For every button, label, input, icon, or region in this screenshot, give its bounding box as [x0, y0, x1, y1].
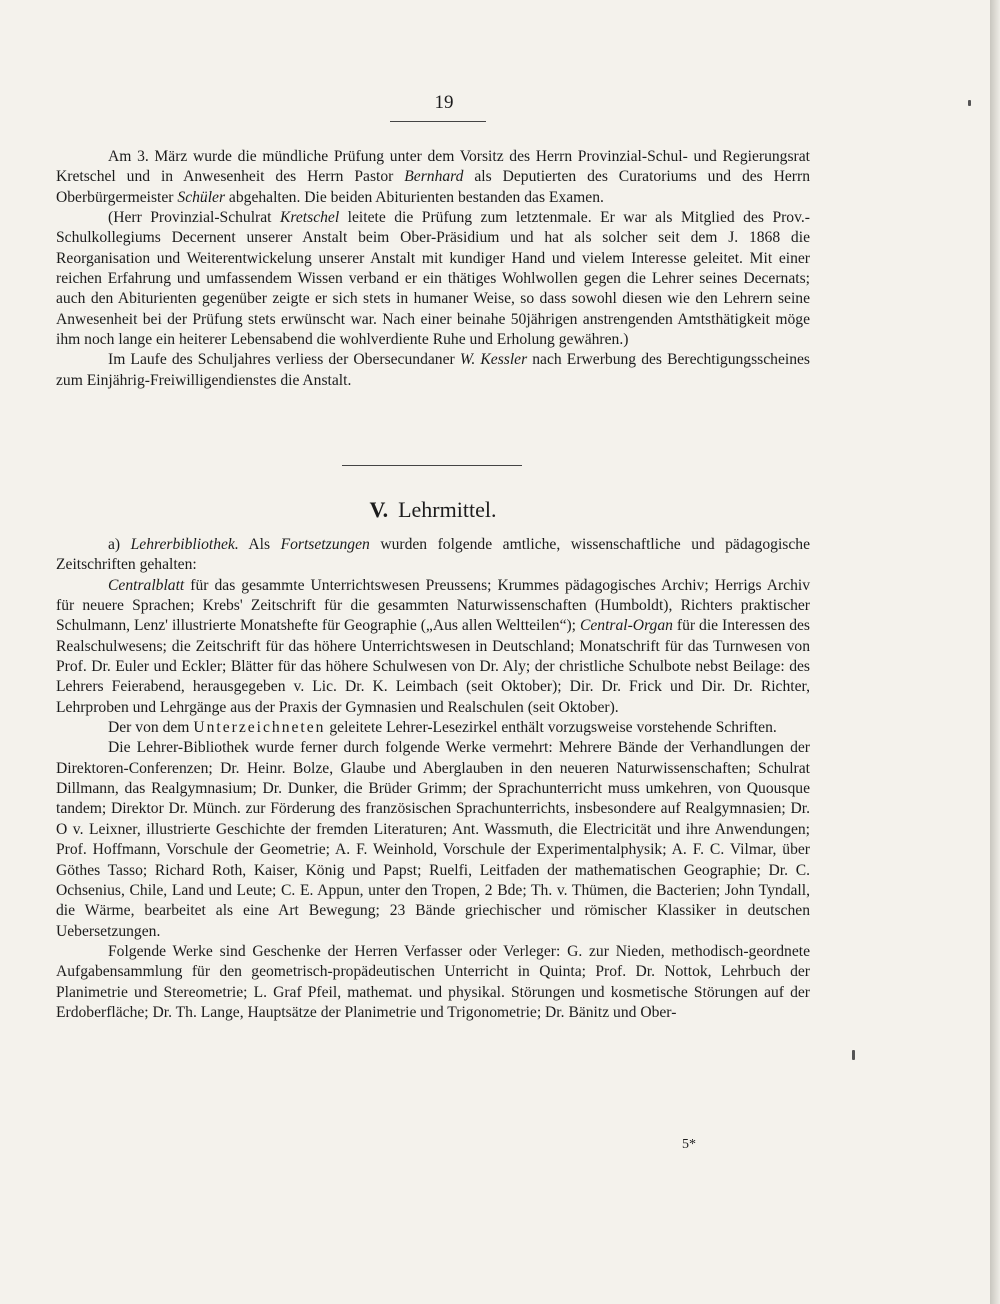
term-unterzeichneten: Unterzeichneten — [193, 719, 326, 737]
term-central-organ: Central-Organ — [579, 617, 673, 635]
paragraph-geschenke: Folgende Werke sind Geschenke der Herren Verfasser oder Verleger: G. zur Nieden, methodisch-geordnete Aufgabensammlung für den geometrisch-propädeutischen Unterricht in Quinta; Prof. Dr. Nottok, Lehrbuch der Planimetrie und Stereometrie; L. Graf Pfeil, mathemat. und physikal. Störungen und kosmetische Störungen auf der Erdoberfläche; Dr. Th. Lange, Hauptsätze der Planimetrie und Trigonometrie; Dr. Bänitz und Ober- — [56, 942, 810, 1021]
ink-speck — [852, 1050, 855, 1060]
page-number: 19 — [434, 92, 454, 113]
signature-mark: 5* — [682, 1137, 696, 1152]
name-schueler: Schüler — [177, 188, 226, 206]
name-kretschel: Kretschel — [280, 209, 340, 227]
paragraph-kretschel: (Herr Provinzial-Schulrat Kretschel leitete die Prüfung zum letztenmale. Er war als Mitglied des Prov.-Schulkollegiums Decernent unserer Anstalt beim Ober-Präsidium und hat als solcher seit dem J. 1868 die Reorganisation und Weiterentwickelung unserer Anstalt mit kundiger Hand und vielem Interesse geleitet. Mit einer reichen Erfahrung und umfassendem Wissen verband er ein thätiges Wohlwollen gegen die Lehrer seines Decernats; auch den Abiturienten gegenüber zeigte er sich stets in humaner Weise, so dass sowohl diesen wie den Lehrern seine Anwesenheit bei der Prüfung stets erwünscht war. Nach einer beinahe 50jährigen anstrengenden Amtsthätigkeit möge ihm noch lange ein heiterer Lebensabend die wohlverdiente Ruhe und Erholung gewähren.) — [56, 209, 810, 349]
section-number: V. — [369, 497, 389, 522]
name-kessler: W. Kessler — [459, 351, 528, 369]
paragraph-kessler: Im Laufe des Schuljahres verliess der Obersecundaner W. Kessler nach Erwerbung des Berechtigungsscheines zum Einjährig-Freiwilligendienstes die Anstalt. — [56, 351, 810, 389]
paragraph-vermehrung: Die Lehrer-Bibliothek wurde ferner durch folgende Werke vermehrt: Mehrere Bände der Verhandlungen der Direktoren-Conferenzen; Dr. Heinr. Bolze, Glaube und Aberglauben in den neueren Naturwissenschaften; Schulrat Dillmann, das Realgymnasium; Dr. Dunker, die Brüder Grimm; der Sprachunterricht muss umkehren, von Quousque tandem; Direktor Dr. Münch. zur Förderung des französischen Sprachunterrichts, insbesondere auf Realgymnasien; Dr. O v. Leixner, illustrierte Geschichte der fremden Literaturen; Ant. Wassmuth, die Electricität und ihre Anwendungen; Prof. Hoffmann, Vorschule der Geometrie; A. F. Weinhold, Vorschule der Experimentalphysik; A. F. C. Vilmar, über Göthes Tasso; Richard Roth, Kaiser, König und Papst; Ruelfi, Leitfaden der mathematischen Geographie; Dr. C. Ochsenius, Chile, Land und Leute; C. E. Appun, unter den Tropen, 2 Bde; Th. v. Thümen, die Bacterien; John Tyndall, die Wärme, bearbeitet als eine Art Bewegung; 23 Bände griechischer und römischer Klassiker in deutschen Uebersetzungen. — [56, 739, 810, 940]
paragraph-lehrerbibliothek: a) Lehrerbibliothek. Als Fortsetzungen wurden folgende amtliche, wissenschaftliche und pädagogische Zeitschriften gehalten: — [56, 536, 810, 574]
term-centralblatt: Centralblatt — [108, 576, 185, 594]
section-heading — [56, 497, 810, 523]
section-examination — [56, 147, 810, 391]
name-bernhard: Bernhard — [404, 168, 464, 186]
section-title: Lehrmittel. — [398, 497, 497, 522]
paragraph-zeitschriften: Centralblatt für das gesammte Unterrichtswesen Preussens; Krummes pädagogisches Archiv; Herrigs Archiv für neuere Sprachen; Krebs' Zeitschrift für die gesammten Naturwissenschaften (Humboldt), Richters praktischer Schulmann, Lenz' illustrierte Monatshefte für Geographie („Aus allen Weltteilen“); Central-Organ für die Interessen des Realschulwesens; die Zeitschrift für das höhere Unterrichtswesen in Deutschland; Monatschrift für das Turnwesen von Prof. Dr. Euler und Eckler; Blätter für das höhere Schulwesen von Dr. Aly; der christliche Schulbote nebst Beilage: des Lehrers Feierabend, herausgegeben v. Lic. Dr. K. Leimbach (seit Oktober); Dir. Dr. Frick und Dir. Dr. Richter, Lehrproben und Lehrgänge aus der Praxis der Gymnasien und Realschulen (seit Oktober). — [56, 576, 810, 716]
ink-speck — [968, 100, 971, 106]
term-lehrerbibliothek: Lehrerbibliothek. — [130, 536, 239, 553]
page-edge — [990, 0, 1000, 1304]
term-fortsetzungen: Fortsetzungen — [280, 536, 370, 553]
section-divider — [342, 465, 522, 466]
section-lehrmittel — [56, 535, 810, 1023]
paragraph-exam: Am 3. März wurde die mündliche Prüfung unter dem Vorsitz des Herrn Provinzial-Schul- und Regierungsrat Kretschel und in Anwesenheit des Herrn Pastor Bernhard als Deputierten des Curatoriums und des Herrn Oberbürgermeister Schüler abgehalten. Die beiden Abiturienten bestanden das Examen. — [56, 148, 810, 206]
header-rule — [390, 121, 486, 122]
paragraph-lesezirkel: Der von dem Unterzeichneten geleitete Lehrer-Lesezirkel enthält vorzugsweise vorstehende Schriften. — [108, 719, 777, 737]
